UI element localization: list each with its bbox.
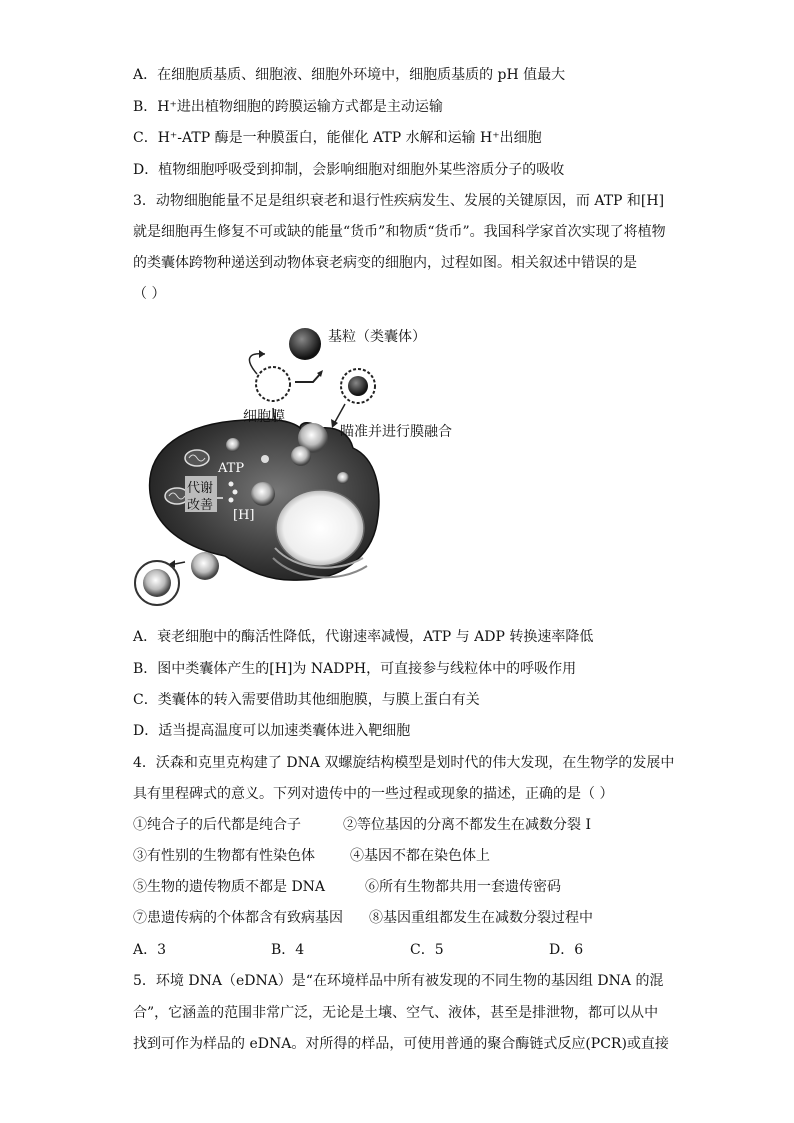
q3-stem-line-2: 就是细胞再生修复不可或缺的能量“货币”和物质“货币”。我国科学家首次实现了将植物 [133, 224, 666, 240]
q3-option-d: D．适当提高温度可以加速类囊体进入靶细胞 [133, 723, 411, 739]
q3-option-a: A．衰老细胞中的酶活性降低，代谢速率减慢，ATP 与 ADP 转换速率降低 [133, 629, 594, 645]
label-metabolism-1: 代谢 [187, 481, 214, 496]
label-membrane-fusion: 瞄准并进行膜融合 [340, 424, 452, 440]
choice-c: C．5 [410, 942, 444, 958]
q4-stem-line-1: 4．沃森和克里克构建了 DNA 双螺旋结构模型是划时代的伟大发现，在生物学的发展中 [133, 755, 675, 771]
choice-a: A．3 [133, 942, 167, 958]
thylakoid-delivery-figure [125, 318, 485, 613]
nucleus [276, 490, 364, 566]
statement-1: ①纯合子的后代都是纯合子 [133, 817, 301, 833]
label-h: [H] [233, 508, 255, 523]
choice-d: D．6 [549, 942, 584, 958]
prev-option-b: B．H⁺进出植物细胞的跨膜运输方式都是主动运输 [133, 99, 443, 115]
label-grana: 基粒（类囊体） [328, 329, 426, 345]
statement-4: ④基因不都在染色体上 [350, 848, 490, 864]
combine-arrow [295, 373, 321, 382]
prev-option-c: C．H⁺-ATP 酶是一种膜蛋白，能催化 ATP 水解和运输 H⁺出细胞 [133, 130, 542, 146]
membrane-vesicle [256, 367, 290, 401]
label-cell-membrane: 细胞膜 [243, 409, 285, 425]
grana-particle [289, 328, 321, 360]
q3-stem-line-1: 3．动物细胞能量不足是组织衰老和退行性疾病发生、发展的关键原因，而 ATP 和[H] [133, 193, 665, 209]
statement-3: ③有性别的生物都有性染色体 [133, 848, 315, 864]
q3-answer-bracket: （ ） [133, 286, 166, 302]
statement-5: ⑤生物的遗传物质不都是 DNA [133, 879, 326, 895]
q4-stem-line-2: 具有里程碑式的意义。下列对遗传中的一些过程或现象的描述，正确的是（ ） [133, 786, 614, 802]
q3-option-c: C．类囊体的转入需要借助其他细胞膜，与膜上蛋白有关 [133, 692, 480, 708]
q5-stem-line-2: 合”，它涵盖的范围非常广泛，无论是土壤、空气、液体，甚至是排泄物，都可以从中 [133, 1005, 659, 1021]
label-atp: ATP [218, 461, 245, 476]
statement-6: ⑥所有生物都共用一套遗传密码 [365, 879, 561, 895]
q3-stem-line-3: 的类囊体跨物种递送到动物体衰老病变的细胞内，过程如图。相关叙述中错误的是 [133, 255, 637, 271]
statement-7: ⑦患遗传病的个体都含有致病基因 [133, 910, 343, 926]
choice-b: B．4 [271, 942, 305, 958]
q5-stem-line-1: 5．环境 DNA（eDNA）是“在环境样品中所有被发现的不同生物的基因组 DNA 的混 [133, 973, 664, 989]
figure-drawing [125, 318, 485, 613]
prev-option-a: A．在细胞质基质、细胞液、细胞外环境中，细胞质基质的 pH 值最大 [133, 67, 566, 83]
prev-option-d: D．植物细胞呼吸受到抑制，会影响细胞对细胞外某些溶质分子的吸收 [133, 162, 565, 178]
label-metabolism-2: 改善 [187, 498, 214, 513]
q3-option-b: B．图中类囊体产生的[H]为 NADPH，可直接参与线粒体中的呼吸作用 [133, 661, 577, 677]
q5-stem-line-3: 找到可作为样品的 eDNA。对所得的样品，可使用普通的聚合酶链式反应(PCR)或直接 [133, 1036, 669, 1052]
statement-2: ②等位基因的分离不都发生在减数分裂 I [343, 817, 591, 833]
statement-8: ⑧基因重组都发生在减数分裂过程中 [369, 910, 593, 926]
